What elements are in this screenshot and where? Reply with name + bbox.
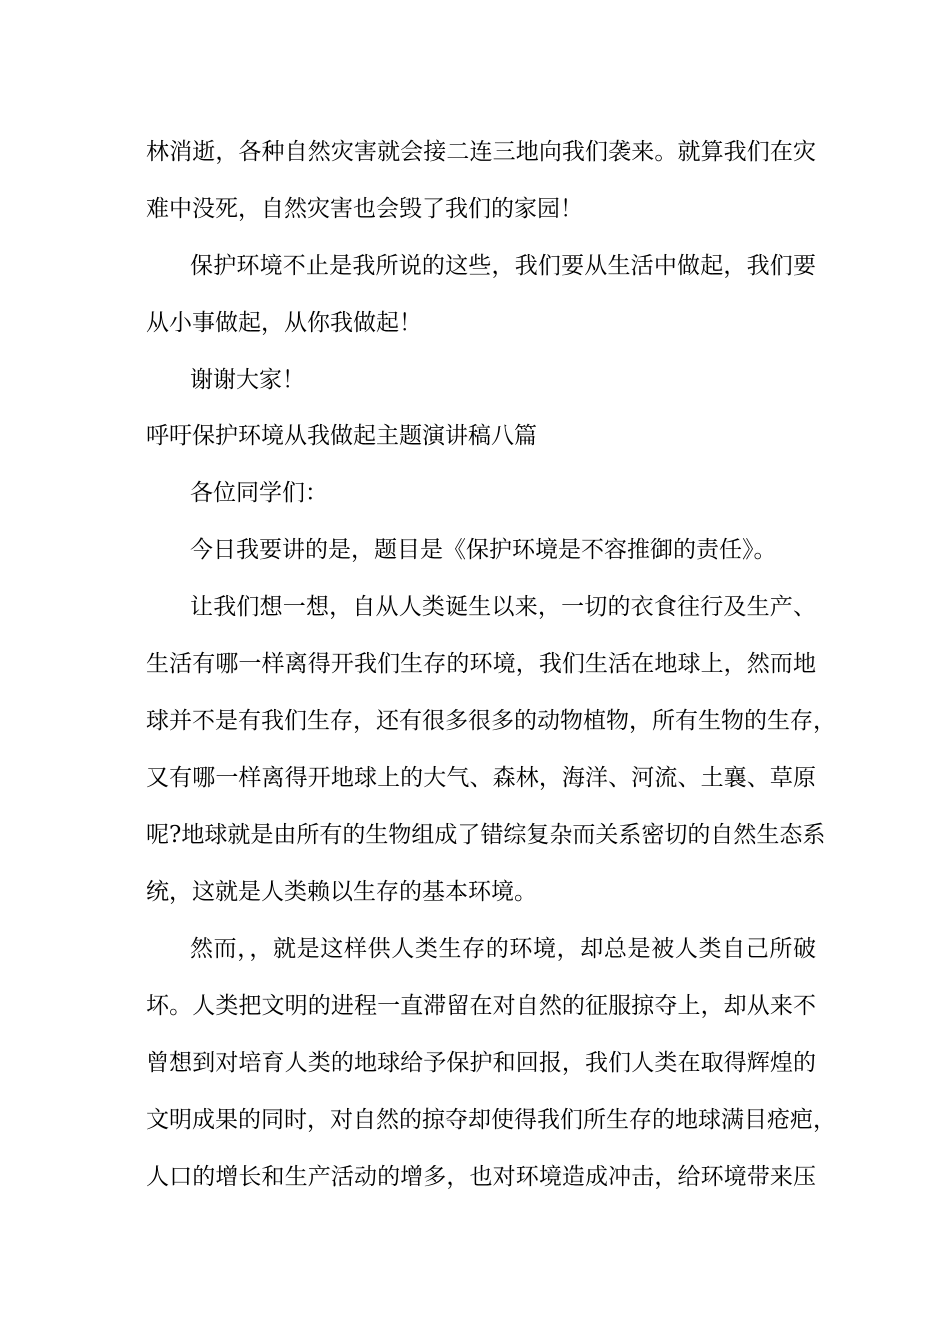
paragraph-line: 坏。人类把文明的进程一直滞留在对自然的征服掠夺上，却从来不 — [146, 993, 816, 1019]
section-title: 呼吁保护环境从我做起主题演讲稿八篇 — [146, 423, 537, 449]
paragraph-line: 球并不是有我们生存，还有很多很多的动物植物，所有生物的生存， — [146, 708, 836, 734]
paragraph-line: 曾想到对培育人类的地球给予保护和回报，我们人类在取得辉煌的 — [146, 1050, 816, 1076]
paragraph-line: 又有哪一样离得开地球上的大气、森林，海洋、河流、土襄、草原 — [146, 765, 816, 791]
paragraph-line: 呢?地球就是由所有的生物组成了错综复杂而关系密切的自然生态系 — [146, 822, 826, 848]
paragraph-line: 人口的增长和生产活动的增多，也对环境造成冲击，给环境带来压 — [146, 1164, 816, 1190]
paragraph-line: 今日我要讲的是，题目是《保护环境是不容推御的责任》。 — [190, 537, 777, 563]
paragraph-line: 统，这就是人类赖以生存的基本环境。 — [146, 879, 537, 905]
paragraph-line: 保护环境不止是我所说的这些，我们要从生活中做起，我们要 — [190, 253, 816, 279]
paragraph-line: 让我们想一想，自从人类诞生以来，一切的衣食往行及生产、 — [190, 594, 816, 620]
paragraph-line: 生活有哪一样离得开我们生存的环境，我们生活在地球上，然而地 — [146, 651, 816, 677]
salutation-line: 各位同学们： — [190, 480, 328, 506]
closing-line: 谢谢大家！ — [190, 367, 305, 393]
paragraph-line: 然而，，就是这样供人类生存的环境，却总是被人类自己所破 — [190, 936, 816, 962]
paragraph-line: 林消逝，各种自然灾害就会接二连三地向我们袭来。就算我们在灾 — [146, 139, 816, 165]
paragraph-line: 文明成果的同时，对自然的掠夺却使得我们所生存的地球满目疮疤， — [146, 1107, 836, 1133]
paragraph-line: 从小事做起，从你我做起！ — [146, 310, 422, 336]
paragraph-line: 难中没死，自然灾害也会毁了我们的家园！ — [146, 196, 583, 222]
